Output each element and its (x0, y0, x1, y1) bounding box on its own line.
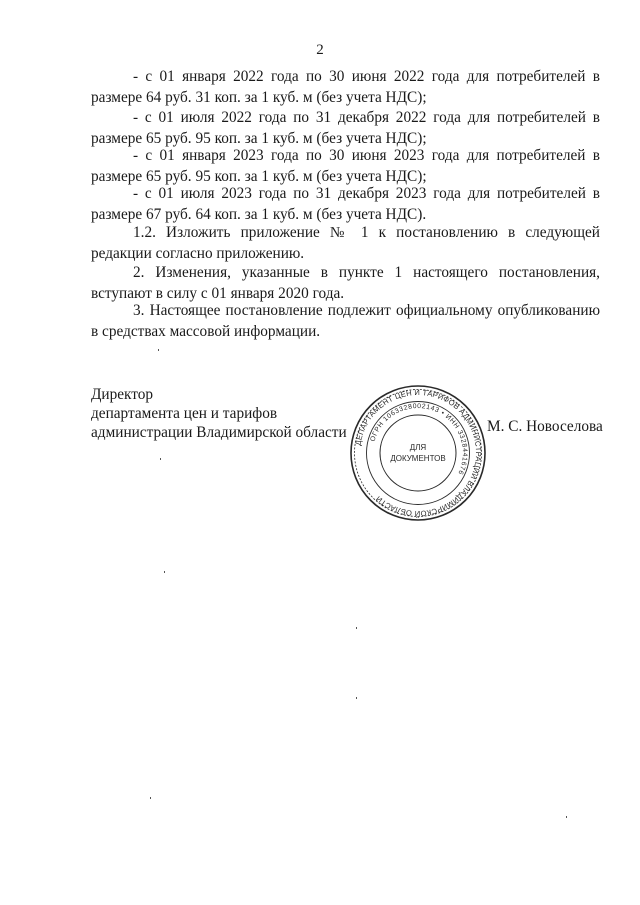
stamp-inner-text: ОГРН 1063328002143 • ИНН 3328441676 (369, 402, 469, 476)
scan-speck (566, 816, 567, 818)
signature-title-line2: департамента цен и тарифов (91, 405, 278, 422)
paragraph-tariff-2023-h2: - с 01 июля 2023 года по 31 декабря 2023 года для потребителей в размере 67 руб. 64 коп. за 1 куб. м (без учета НДС). (91, 185, 600, 223)
scan-speck (356, 697, 357, 699)
signature-title-line3: администрации Владимирской области (91, 424, 347, 441)
page-number: 2 (316, 42, 324, 58)
stamp-center-line2: ДОКУМЕНТОВ (390, 454, 446, 463)
paragraph-item-3: 3. Настоящее постановление подлежит официальному опубликованию в средствах массовой информации. (91, 302, 600, 340)
scan-speck (150, 797, 151, 799)
stamp-middle-ring (367, 402, 470, 505)
stamp-outer-text: ДЕПАРТАМЕНТ ЦЕН И ТАРИФОВ АДМИНИСТРАЦИИ ВЛАДИМИРСКОЙ ОБЛАСТИ (353, 387, 484, 519)
scan-speck (164, 571, 165, 573)
signature-block (91, 385, 347, 442)
stamp-inner-ring (380, 415, 456, 491)
scan-speck (356, 627, 357, 629)
signer-name: М. С. Новоселова (487, 418, 603, 435)
stamp-graphic (348, 383, 488, 523)
scan-speck (158, 349, 159, 351)
official-stamp (348, 383, 488, 523)
stamp-center-line1: ДЛЯ (409, 443, 427, 452)
paragraph-item-2: 2. Изменения, указанные в пункте 1 настоящего постановления, вступают в силу с 01 января 2020 года. (91, 264, 600, 302)
paragraph-tariff-2022-h1: - с 01 января 2022 года по 30 июня 2022 года для потребителей в размере 64 руб. 31 коп. за 1 куб. м (без учета НДС); (91, 68, 600, 106)
paragraph-tariff-2022-h2: - с 01 июля 2022 года по 31 декабря 2022 года для потребителей в размере 65 руб. 95 коп. за 1 куб. м (без учета НДС); (91, 109, 600, 147)
paragraph-tariff-2023-h1: - с 01 января 2023 года по 30 июня 2023 года для потребителей в размере 65 руб. 95 коп. за 1 куб. м (без учета НДС); (91, 147, 600, 185)
scan-speck (160, 458, 161, 460)
signature-title-line1: Директор (91, 386, 154, 403)
paragraph-item-1-2: 1.2. Изложить приложение № 1 к постановлению в следующей редакции согласно приложению. (91, 224, 600, 262)
